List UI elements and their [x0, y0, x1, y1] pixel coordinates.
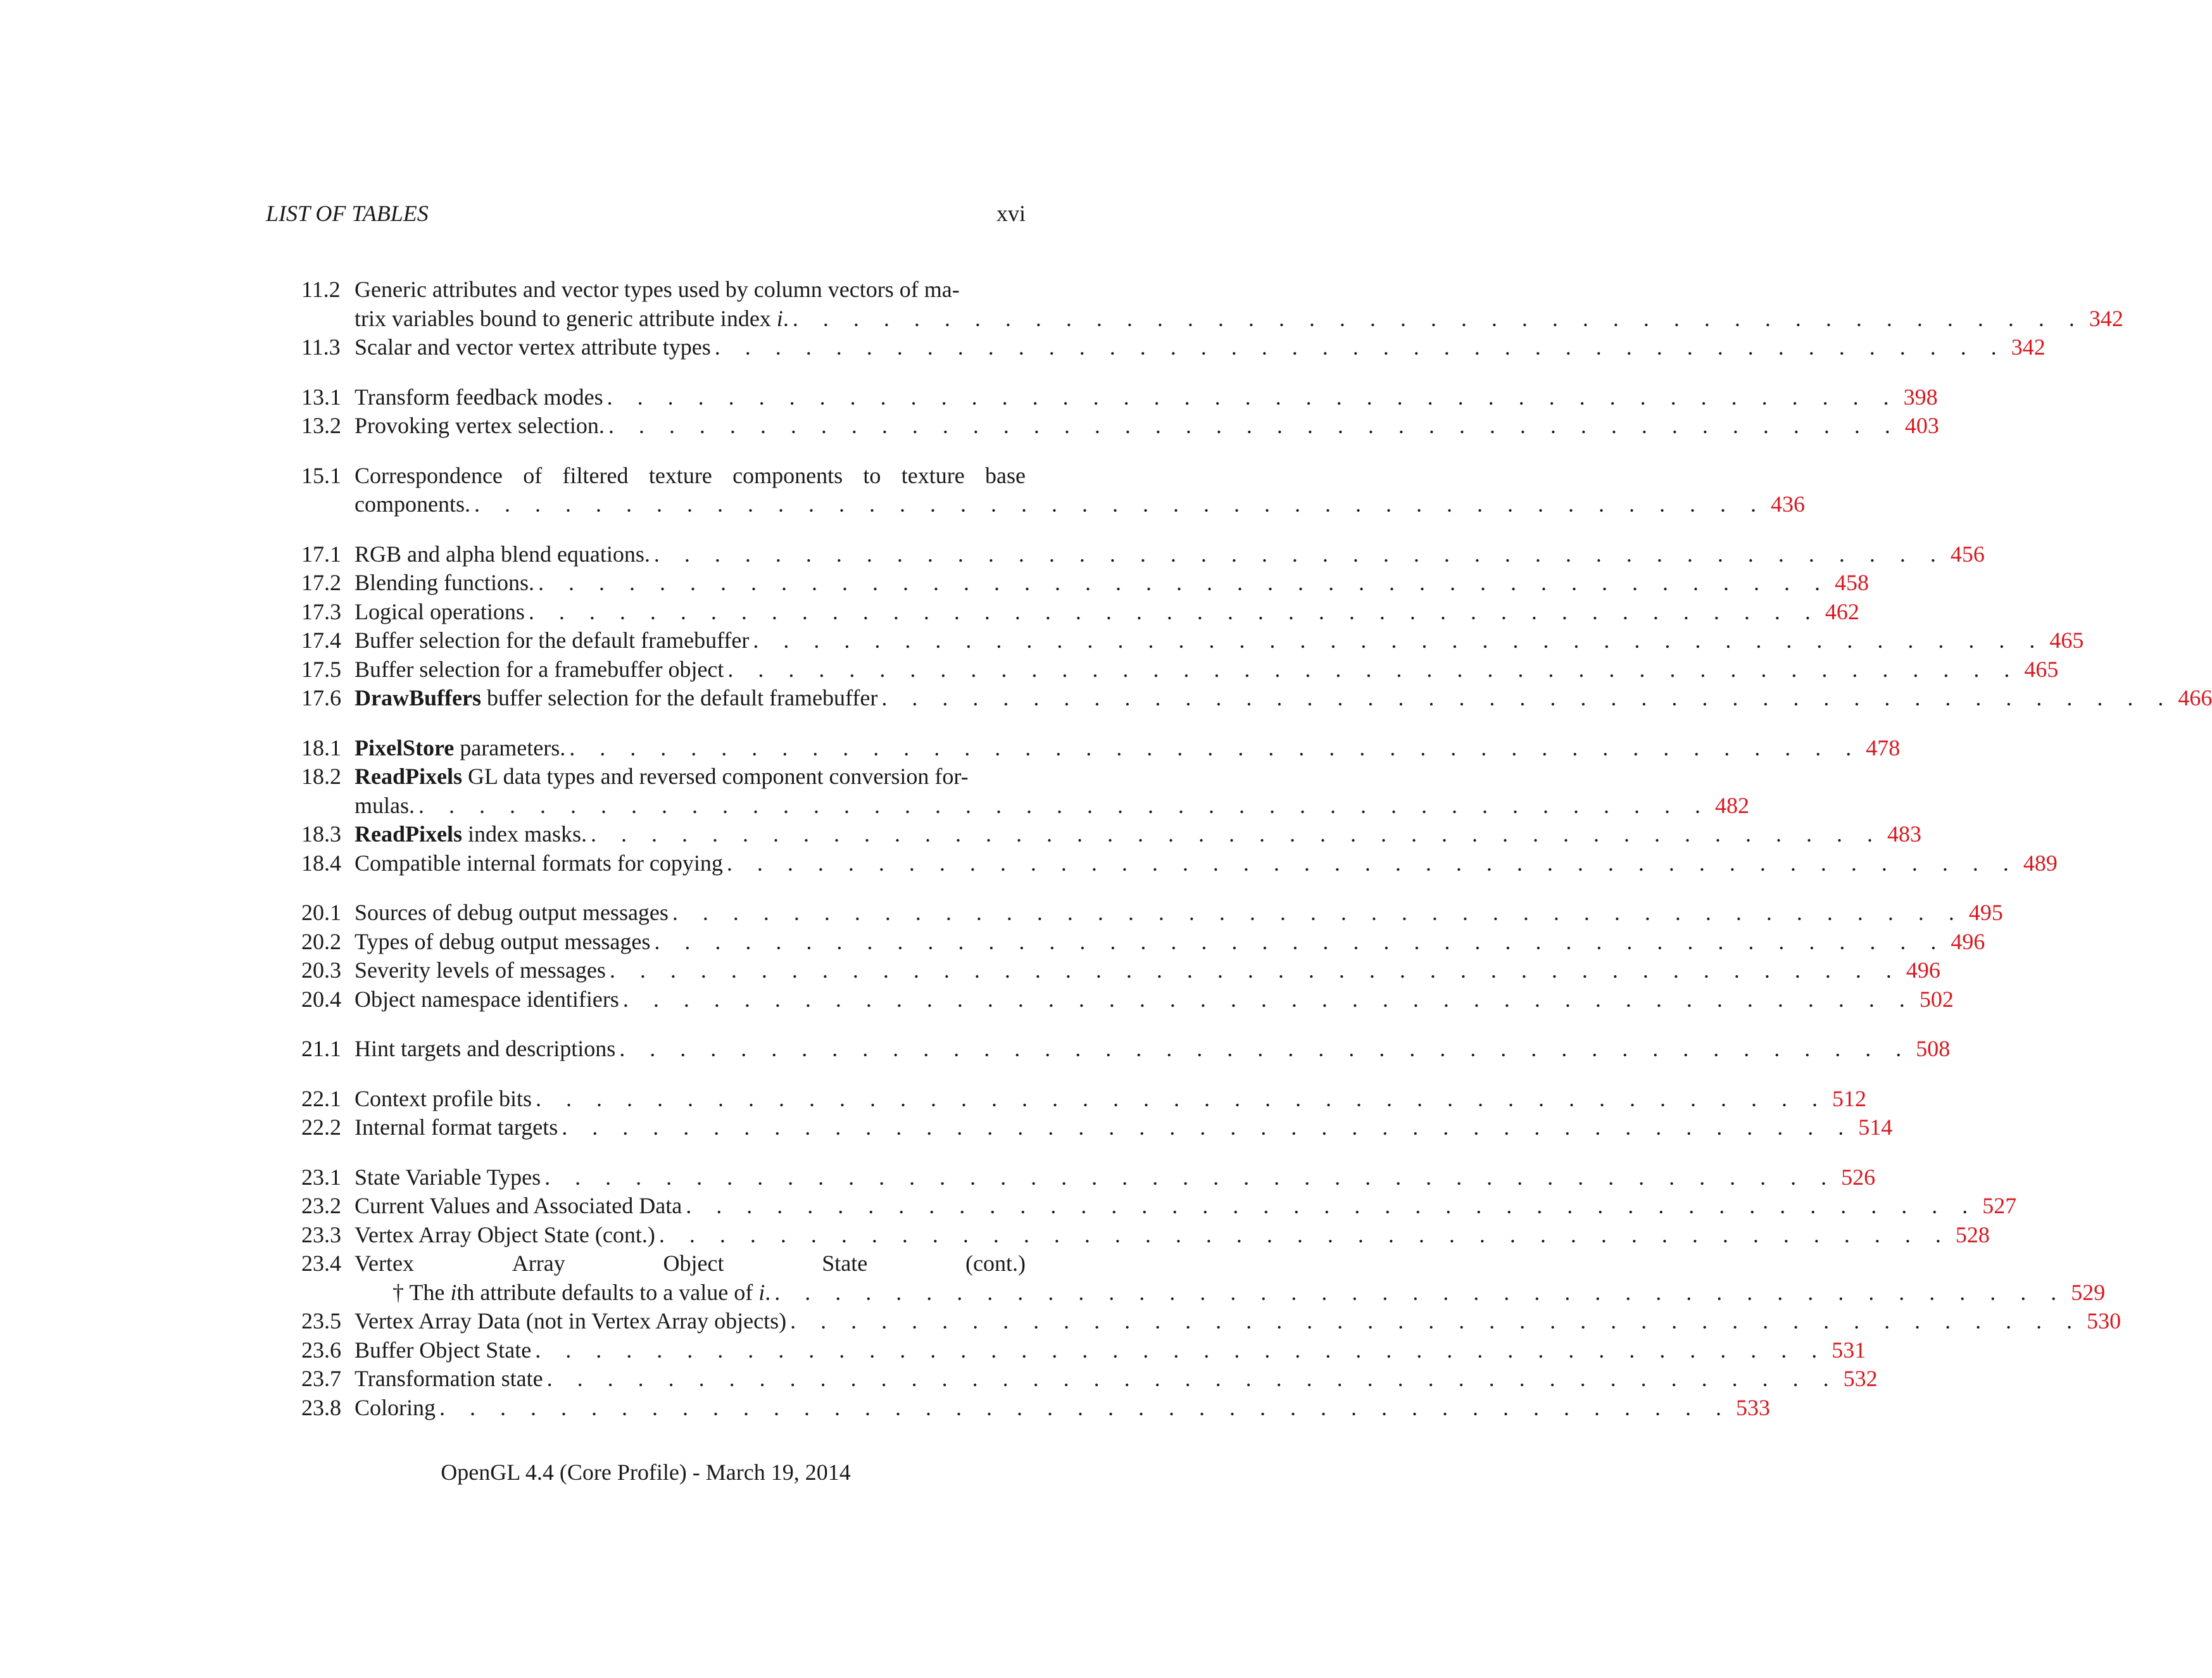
dot-leader: . . . . . . . . . . . . . . . . . . . . . . . . . . . . . . . . . . . . . . . . . . . [653, 541, 1945, 567]
page-link[interactable]: 403 [1904, 413, 1939, 438]
toc-entry-11-2[interactable]: 11.2 Generic attributes and vector types used by column vectors of ma- trix variables bound to generic attribute index i. . . . . . . . . . . . . . . . . . . . . . . . . . . . . . . . . . . . . . . . . . . . 342 [266, 275, 1026, 333]
entry-title: Provoking vertex selection. [355, 413, 605, 438]
toc-entry-18-3[interactable] [266, 820, 1921, 849]
entry-variable: i [776, 305, 783, 331]
entry-number: 23.7 [301, 1366, 341, 1391]
page-link[interactable]: 496 [1906, 957, 1940, 983]
toc-group-20 [266, 899, 2003, 1014]
entry-title: State Variable Types [355, 1164, 541, 1190]
entry-title: Transformation state [355, 1366, 543, 1391]
page-link[interactable]: 512 [1832, 1085, 1866, 1111]
dot-leader: . . . . . . . . . . . . . . . . . . . . . . . . . . . . . . . . . . . . . . . . . . . [727, 656, 2020, 682]
entry-title: Buffer selection for the default framebuffer [355, 628, 750, 653]
entry-number: 20.2 [301, 928, 341, 954]
toc-entry-20-2[interactable] [266, 928, 1985, 957]
page-link[interactable]: 466 [2178, 685, 2212, 710]
entry-number: 21.1 [301, 1036, 341, 1061]
entry-number: 23.5 [301, 1308, 341, 1334]
running-head-title: LIST OF TABLES [266, 201, 429, 226]
page-link[interactable]: 533 [1736, 1394, 1771, 1420]
toc-entry-23-2[interactable] [266, 1192, 2017, 1221]
page-link[interactable]: 462 [1825, 598, 1859, 624]
entry-title: Coloring [355, 1394, 436, 1420]
page-link[interactable]: 478 [1866, 735, 1901, 760]
page-link[interactable]: 483 [1887, 821, 1921, 847]
page-link[interactable]: 502 [1919, 986, 1954, 1012]
toc-entry-21-1[interactable] [266, 1035, 1951, 1064]
toc-entry-15-1[interactable] [266, 462, 1805, 519]
entry-number: 17.2 [301, 570, 341, 595]
entry-title: Compatible internal formats for copying [355, 850, 723, 876]
entry-number: 23.8 [301, 1394, 341, 1420]
entry-variable: i [758, 1279, 765, 1305]
dot-leader: . . . . . . . . . . . . . . . . . . . . . . . . . . . . . . . . . . . . . . . . . . . [774, 1279, 2066, 1305]
toc-entry-23-7[interactable] [266, 1365, 1878, 1394]
entry-number: 17.4 [301, 628, 341, 653]
entry-number: 11.3 [301, 334, 341, 360]
dot-leader: . . . . . . . . . . . . . . . . . . . . . . . . . . . . . . . . . . . . . . . . . . . [562, 1114, 1854, 1140]
entry-title-line1: Vertex Array Object State (cont.) [355, 1251, 1026, 1276]
toc-entry-23-1[interactable] [266, 1163, 1876, 1192]
toc-group-15 [266, 462, 1805, 519]
dot-leader: . . . . . . . . . . . . . . . . . . . . . . . . . . . . . . . . . . . . . . . . . . . [590, 821, 1882, 847]
entry-number: 23.3 [301, 1221, 341, 1247]
dot-leader: . . . . . . . . . . . . . . . . . . . . . . . . . . . . . . . . . . . . . . . . . . . [881, 685, 2173, 710]
page-link[interactable]: 342 [2089, 305, 2123, 331]
toc-entry-13-1[interactable] [266, 383, 1938, 412]
dot-leader: . . . . . . . . . . . . . . . . . . . . . . . . . . . . . . . . . . . . . . . . . . . [658, 1221, 1951, 1247]
entry-number: 23.6 [301, 1337, 341, 1363]
entry-number: 18.4 [301, 850, 341, 876]
running-head-page-number: xvi [996, 201, 1026, 226]
toc-entry-17-2[interactable] [266, 569, 1869, 598]
toc-entry-23-6[interactable] [266, 1336, 1866, 1365]
entry-number: 17.6 [301, 685, 341, 710]
entry-title: Severity levels of messages [355, 957, 606, 983]
entry-number: 11.2 [301, 277, 341, 302]
dot-leader: . . . . . . . . . . . . . . . . . . . . . . . . . . . . . . . . . . . . . . . . . . . [544, 1164, 1837, 1190]
toc-entry-18-1[interactable] [266, 734, 1901, 763]
dagger-note: † The [393, 1279, 451, 1305]
entry-title: Buffer Object State [355, 1337, 532, 1363]
dot-leader: . . . . . . . . . . . . . . . . . . . . . . . . . . . . . . . . . . . . . . . . . . . [714, 334, 2006, 360]
page-link[interactable]: 530 [2087, 1308, 2121, 1334]
dot-leader: . . . . . . . . . . . . . . . . . . . . . . . . . . . . . . . . . . . . . . . . . . . [609, 957, 1901, 983]
dot-leader: . . . . . . . . . . . . . . . . . . . . . . . . . . . . . . . . . . . . . . . . . . . [790, 1308, 2082, 1334]
toc-entry-17-6[interactable] [266, 684, 2212, 713]
toc-entry-17-4[interactable] [266, 626, 2084, 655]
entry-number: 20.3 [301, 957, 341, 983]
entry-number: 18.1 [301, 735, 341, 760]
page-link[interactable]: 529 [2071, 1279, 2106, 1305]
dot-leader: . . . . . . . . . . . . . . . . . . . . . . . . . . . . . . . . . . . . . . . . . . . [619, 1036, 1911, 1061]
page-link[interactable]: 342 [2011, 334, 2045, 360]
dot-leader: . . . . . . . . . . . . . . . . . . . . . . . . . . . . . . . . . . . . . . . . . . . [535, 1337, 1827, 1363]
entry-command: DrawBuffers [355, 685, 481, 710]
toc-entry-13-2[interactable] [266, 412, 1939, 441]
dot-leader: . . . . . . . . . . . . . . . . . . . . . . . . . . . . . . . . . . . . . . . . . . . [528, 598, 1820, 624]
dot-leader: . . . . . . . . . . . . . . . . . . . . . . . . . . . . . . . . . . . . . . . . . . . [726, 850, 2018, 876]
page-link[interactable]: 531 [1832, 1337, 1866, 1363]
dot-leader: . . . . . . . . . . . . . . . . . . . . . . . . . . . . . . . . . . . . . . . . . . . [792, 305, 2084, 331]
dot-leader: . . . . . . . . . . . . . . . . . . . . . . . . . . . . . . . . . . . . . . . . . . . [439, 1394, 1731, 1420]
page-link[interactable]: 465 [2024, 656, 2059, 682]
entry-number: 17.1 [301, 541, 341, 567]
entry-title-line2: trix variables bound to generic attribute index [355, 305, 777, 331]
entry-command: PixelStore [355, 735, 455, 760]
entry-title: Logical operations [355, 598, 525, 624]
toc-group-11 [266, 275, 2123, 362]
entry-title: Transform feedback modes [355, 384, 603, 410]
document-page [266, 0, 2212, 1678]
entry-title: Internal format targets [355, 1114, 558, 1140]
entry-title: index masks. [462, 821, 587, 847]
toc-group-13 [266, 383, 1939, 441]
toc-entry-17-5[interactable] [266, 655, 2059, 684]
entry-title: Types of debug output messages [355, 928, 651, 954]
entry-number: 20.4 [301, 986, 341, 1012]
entry-title: Vertex Array Object State (cont.) [355, 1221, 655, 1247]
entry-number: 23.4 [301, 1251, 341, 1276]
entry-number: 23.1 [301, 1164, 341, 1190]
entry-title: RGB and alpha blend equations. [355, 541, 650, 567]
dot-leader: . . . . . . . . . . . . . . . . . . . . . . . . . . . . . . . . . . . . . . . . . . . [622, 986, 1914, 1012]
entry-command: ReadPixels [355, 821, 462, 847]
page-link[interactable]: 489 [2023, 850, 2058, 876]
entry-command: ReadPixels [355, 764, 462, 789]
entry-title: Object namespace identifiers [355, 986, 619, 1012]
entry-title: Hint targets and descriptions [355, 1036, 616, 1061]
entry-title: Scalar and vector vertex attribute types [355, 334, 711, 360]
entry-number: 17.3 [301, 598, 341, 624]
dot-leader: . . . . . . . . . . . . . . . . . . . . . . . . . . . . . . . . . . . . . . . . . . . [686, 1193, 1978, 1218]
dot-leader: . . . . . . . . . . . . . . . . . . . . . . . . . . . . . . . . . . . . . . . . . . . [537, 570, 1830, 595]
page-link[interactable]: 532 [1843, 1366, 1878, 1391]
page-link[interactable]: 398 [1903, 384, 1938, 410]
dot-leader: . . . . . . . . . . . . . . . . . . . . . . . . . . . . . . . . . . . . . . . . . . . [418, 792, 1710, 818]
entry-number: 17.5 [301, 656, 341, 682]
dot-leader: . . . . . . . . . . . . . . . . . . . . . . . . . . . . . . . . . . . . . . . . . . . [654, 928, 1946, 954]
entry-number: 13.2 [301, 413, 341, 438]
dot-leader: . . . . . . . . . . . . . . . . . . . . . . . . . . . . . . . . . . . . . . . . . . . [546, 1366, 1838, 1391]
page-link[interactable]: 496 [1951, 928, 1985, 954]
page-link[interactable]: 508 [1916, 1036, 1951, 1061]
entry-title: buffer selection for the default framebuffer [481, 685, 878, 710]
toc-entry-22-1[interactable] [266, 1085, 1866, 1114]
toc-entry-11-3[interactable] [266, 333, 2045, 362]
dot-leader: . . . . . . . . . . . . . . . . . . . . . . . . . . . . . . . . . . . . . . . . . . . [474, 491, 1766, 517]
toc-entry-23-8[interactable] [266, 1394, 1771, 1423]
entry-title-line2: mulas. [355, 792, 415, 818]
entry-number: 18.3 [301, 821, 341, 847]
entry-title-line2: components. [355, 491, 470, 517]
dot-leader: . . . . . . . . . . . . . . . . . . . . . . . . . . . . . . . . . . . . . . . . . . . [672, 900, 1964, 925]
page-link[interactable]: 436 [1770, 491, 1805, 517]
entry-title: Context profile bits [355, 1085, 532, 1111]
toc-group-21 [266, 1035, 1951, 1064]
page-link[interactable]: 458 [1834, 570, 1869, 595]
entry-number: 20.1 [301, 900, 341, 925]
dot-leader: . . . . . . . . . . . . . . . . . . . . . . . . . . . . . . . . . . . . . . . . . . . [606, 384, 1899, 410]
entry-title: Blending functions. [355, 570, 534, 595]
page-link[interactable]: 514 [1858, 1114, 1893, 1140]
toc-entry-18-2[interactable] [266, 762, 1749, 820]
entry-title-line1: Correspondence of filtered texture components to texture base [355, 462, 1026, 488]
entry-title: Vertex Array Data (not in Vertex Array objects) [355, 1308, 787, 1334]
toc-group-23 [266, 1163, 2121, 1423]
toc-entry-17-1[interactable] [266, 540, 1985, 569]
list-of-tables [266, 275, 2212, 1443]
entry-number: 13.1 [301, 384, 341, 410]
dot-leader: . . . . . . . . . . . . . . . . . . . . . . . . . . . . . . . . . . . . . . . . . . . [608, 413, 1900, 438]
toc-entry-22-2[interactable] [266, 1113, 1893, 1142]
toc-group-17 [266, 540, 2212, 713]
toc-entry-20-4[interactable] [266, 985, 1954, 1014]
page-link[interactable]: 482 [1715, 792, 1749, 818]
page-link[interactable]: 495 [1968, 900, 2003, 925]
entry-number: 22.1 [301, 1085, 341, 1111]
entry-number: 18.2 [301, 764, 341, 789]
entry-title: parameters. [454, 735, 566, 760]
toc-entry-23-5[interactable] [266, 1307, 2121, 1336]
entry-number: 22.2 [301, 1114, 341, 1140]
toc-entry-20-1[interactable] [266, 899, 2003, 928]
toc-entry-20-3[interactable] [266, 956, 1940, 985]
dot-leader: . . . . . . . . . . . . . . . . . . . . . . . . . . . . . . . . . . . . . . . . . . . [535, 1085, 1827, 1111]
entry-number: 23.2 [301, 1193, 341, 1218]
running-head [266, 198, 1026, 229]
toc-group-18 [266, 734, 2058, 878]
page-link[interactable]: 456 [1950, 541, 1985, 567]
entry-number: 15.1 [301, 462, 341, 488]
entry-title: Buffer selection for a framebuffer object [355, 656, 724, 682]
toc-entry-23-3[interactable] [266, 1221, 1990, 1250]
entry-title: Current Values and Associated Data [355, 1193, 682, 1218]
page-link[interactable]: 527 [1982, 1193, 2017, 1218]
page-footer: OpenGL 4.4 (Core Profile) - March 19, 2014 [441, 1460, 851, 1485]
toc-group-22 [266, 1085, 1893, 1142]
dot-leader: . . . . . . . . . . . . . . . . . . . . . . . . . . . . . . . . . . . . . . . . . . . [753, 628, 2045, 653]
toc-entry-23-4[interactable]: 23.4 Vertex Array Object State (cont.) † The ith attribute defaults to a value of i. . . . . . . . . . . . . . . . . . . . . . . . . . . . . . . . . . . . . . . . . . . . 529 [266, 1249, 1026, 1307]
entry-title-line1: GL data types and reversed component conversion for- [462, 764, 969, 789]
page-link[interactable]: 526 [1841, 1164, 1876, 1190]
entry-variable: i [450, 1279, 457, 1305]
entry-title: Sources of debug output messages [355, 900, 669, 925]
page-link[interactable]: 465 [2049, 628, 2084, 653]
dot-leader: . . . . . . . . . . . . . . . . . . . . . . . . . . . . . . . . . . . . . . . . . . . [569, 735, 1861, 760]
page-link[interactable]: 528 [1955, 1221, 1990, 1247]
entry-title-line1: Generic attributes and vector types used by column vectors of ma- [355, 277, 960, 302]
toc-entry-18-4[interactable] [266, 849, 2058, 878]
toc-entry-17-3[interactable] [266, 598, 1859, 627]
